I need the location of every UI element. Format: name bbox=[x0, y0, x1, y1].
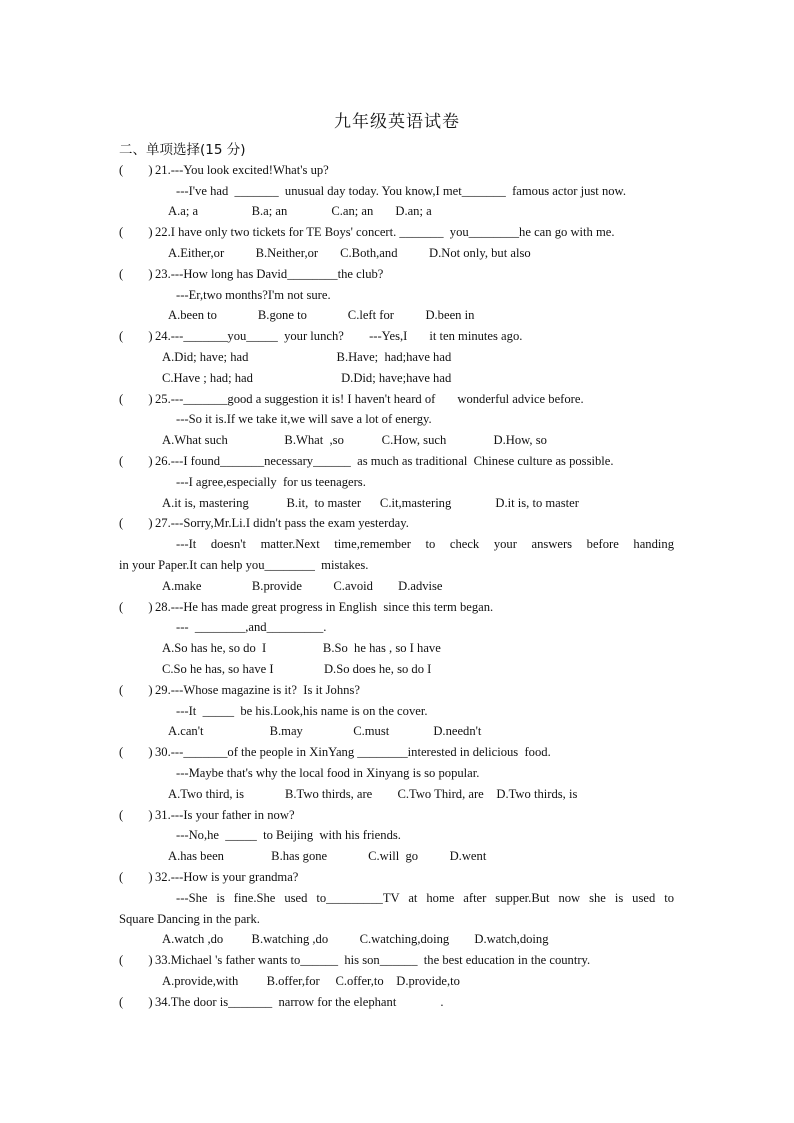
question-34 bbox=[119, 994, 444, 1010]
question-stem: 23.---How long has David________the club? bbox=[155, 267, 384, 281]
question-26-dialog: ---I agree,especially for us teenagers. bbox=[176, 475, 366, 489]
question-32-dialog-cont: Square Dancing in the park. bbox=[119, 912, 260, 926]
question-33-options: A.provide,with B.offer,for C.offer,to D.provide,to bbox=[162, 974, 460, 988]
question-23 bbox=[119, 266, 383, 282]
question-stem: 34.The door is_______ narrow for the elephant . bbox=[155, 995, 444, 1009]
question-stem: 33.Michael 's father wants to______ his son______ the best education in the country. bbox=[155, 953, 591, 967]
question-28 bbox=[119, 599, 493, 615]
question-31-options: A.has been B.has gone C.will go D.went bbox=[168, 849, 487, 863]
question-stem: 22.I have only two tickets for TE Boys' concert. _______ you________he can go with me. bbox=[155, 225, 615, 239]
question-stem: 27.---Sorry,Mr.Li.I didn't pass the exam yesterday. bbox=[155, 516, 409, 530]
question-22-options: A.Either,or B.Neither,or C.Both,and D.Not only, but also bbox=[168, 246, 531, 260]
question-30-options: A.Two third, is B.Two thirds, are C.Two Third, are D.Two thirds, is bbox=[168, 787, 578, 801]
question-stem: 30.---_______of the people in XinYang ________interested in delicious food. bbox=[155, 745, 551, 759]
question-27-dialog-cont: in your Paper.It can help you________ mistakes. bbox=[119, 558, 369, 572]
answer-blank: ( ) bbox=[119, 600, 153, 614]
answer-blank: ( ) bbox=[119, 745, 153, 759]
answer-blank: ( ) bbox=[119, 454, 153, 468]
question-27-dialog: ---It doesn't matter.Next time,remember to check your answers before handing bbox=[176, 537, 674, 551]
question-stem: 25.---_______good a suggestion it is! I haven't heard of wonderful advice before. bbox=[155, 392, 584, 406]
question-24-options-row2: C.Have ; had; had D.Did; have;have had bbox=[162, 371, 452, 385]
question-32-dialog: ---She is fine.She used to_________TV at home after supper.But now she is used to bbox=[176, 891, 674, 905]
answer-blank: ( ) bbox=[119, 225, 153, 239]
question-25-options: A.What such B.What ,so C.How, such D.How, so bbox=[162, 433, 547, 447]
question-29-options: A.can't B.may C.must D.needn't bbox=[168, 724, 482, 738]
question-28-options-row2: C.So he has, so have I D.So does he, so do I bbox=[162, 662, 432, 676]
question-23-options: A.been to B.gone to C.left for D.been in bbox=[168, 308, 475, 322]
answer-blank: ( ) bbox=[119, 953, 153, 967]
question-23-dialog: ---Er,two months?I'm not sure. bbox=[176, 288, 331, 302]
question-stem: 26.---I found_______necessary______ as much as traditional Chinese culture as possible. bbox=[155, 454, 614, 468]
question-27-options: A.make B.provide C.avoid D.advise bbox=[162, 579, 443, 593]
answer-blank: ( ) bbox=[119, 329, 153, 343]
question-stem: 28.---He has made great progress in English since this term began. bbox=[155, 600, 494, 614]
question-28-options-row1: A.So has he, so do I B.So he has , so I have bbox=[162, 641, 441, 655]
question-26 bbox=[119, 453, 614, 469]
question-25-dialog: ---So it is.If we take it,we will save a lot of energy. bbox=[176, 412, 432, 426]
question-30 bbox=[119, 744, 551, 760]
answer-blank: ( ) bbox=[119, 516, 153, 530]
question-31 bbox=[119, 807, 295, 823]
question-25 bbox=[119, 391, 584, 407]
answer-blank: ( ) bbox=[119, 870, 153, 884]
question-21 bbox=[119, 162, 329, 178]
answer-blank: ( ) bbox=[119, 683, 153, 697]
question-stem: 31.---Is your father in now? bbox=[155, 808, 295, 822]
question-stem: 24.---_______you_____ your lunch? ---Yes,I it ten minutes ago. bbox=[155, 329, 523, 343]
question-32-options: A.watch ,do B.watching ,do C.watching,doing D.watch,doing bbox=[162, 932, 549, 946]
question-stem: 29.---Whose magazine is it? Is it Johns? bbox=[155, 683, 360, 697]
answer-blank: ( ) bbox=[119, 392, 153, 406]
question-24-options-row1: A.Did; have; had B.Have; had;have had bbox=[162, 350, 452, 364]
question-stem: 32.---How is your grandma? bbox=[155, 870, 299, 884]
page-title: 九年级英语试卷 bbox=[334, 112, 460, 131]
answer-blank: ( ) bbox=[119, 808, 153, 822]
question-24 bbox=[119, 328, 522, 344]
question-26-options: A.it is, mastering B.it, to master C.it,mastering D.it is, to master bbox=[162, 496, 579, 510]
question-21-dialog: ---I've had _______ unusual day today. You know,I met_______ famous actor just now. bbox=[176, 184, 626, 198]
question-31-dialog: ---No,he _____ to Beijing with his friends. bbox=[176, 828, 401, 842]
answer-blank: ( ) bbox=[119, 995, 153, 1009]
question-33 bbox=[119, 952, 590, 968]
question-stem: 21.---You look excited!What's up? bbox=[155, 163, 329, 177]
question-22 bbox=[119, 224, 615, 240]
question-29-dialog: ---It _____ be his.Look,his name is on the cover. bbox=[176, 704, 428, 718]
question-32 bbox=[119, 869, 298, 885]
question-21-options: A.a; a B.a; an C.an; an D.an; a bbox=[168, 204, 432, 218]
question-29 bbox=[119, 682, 360, 698]
section-heading: 二、单项选择(15 分) bbox=[119, 142, 246, 158]
question-30-dialog: ---Maybe that's why the local food in Xinyang is so popular. bbox=[176, 766, 480, 780]
answer-blank: ( ) bbox=[119, 267, 153, 281]
answer-blank: ( ) bbox=[119, 163, 153, 177]
question-27 bbox=[119, 515, 409, 531]
question-28-dialog: --- ________,and_________. bbox=[176, 620, 327, 634]
